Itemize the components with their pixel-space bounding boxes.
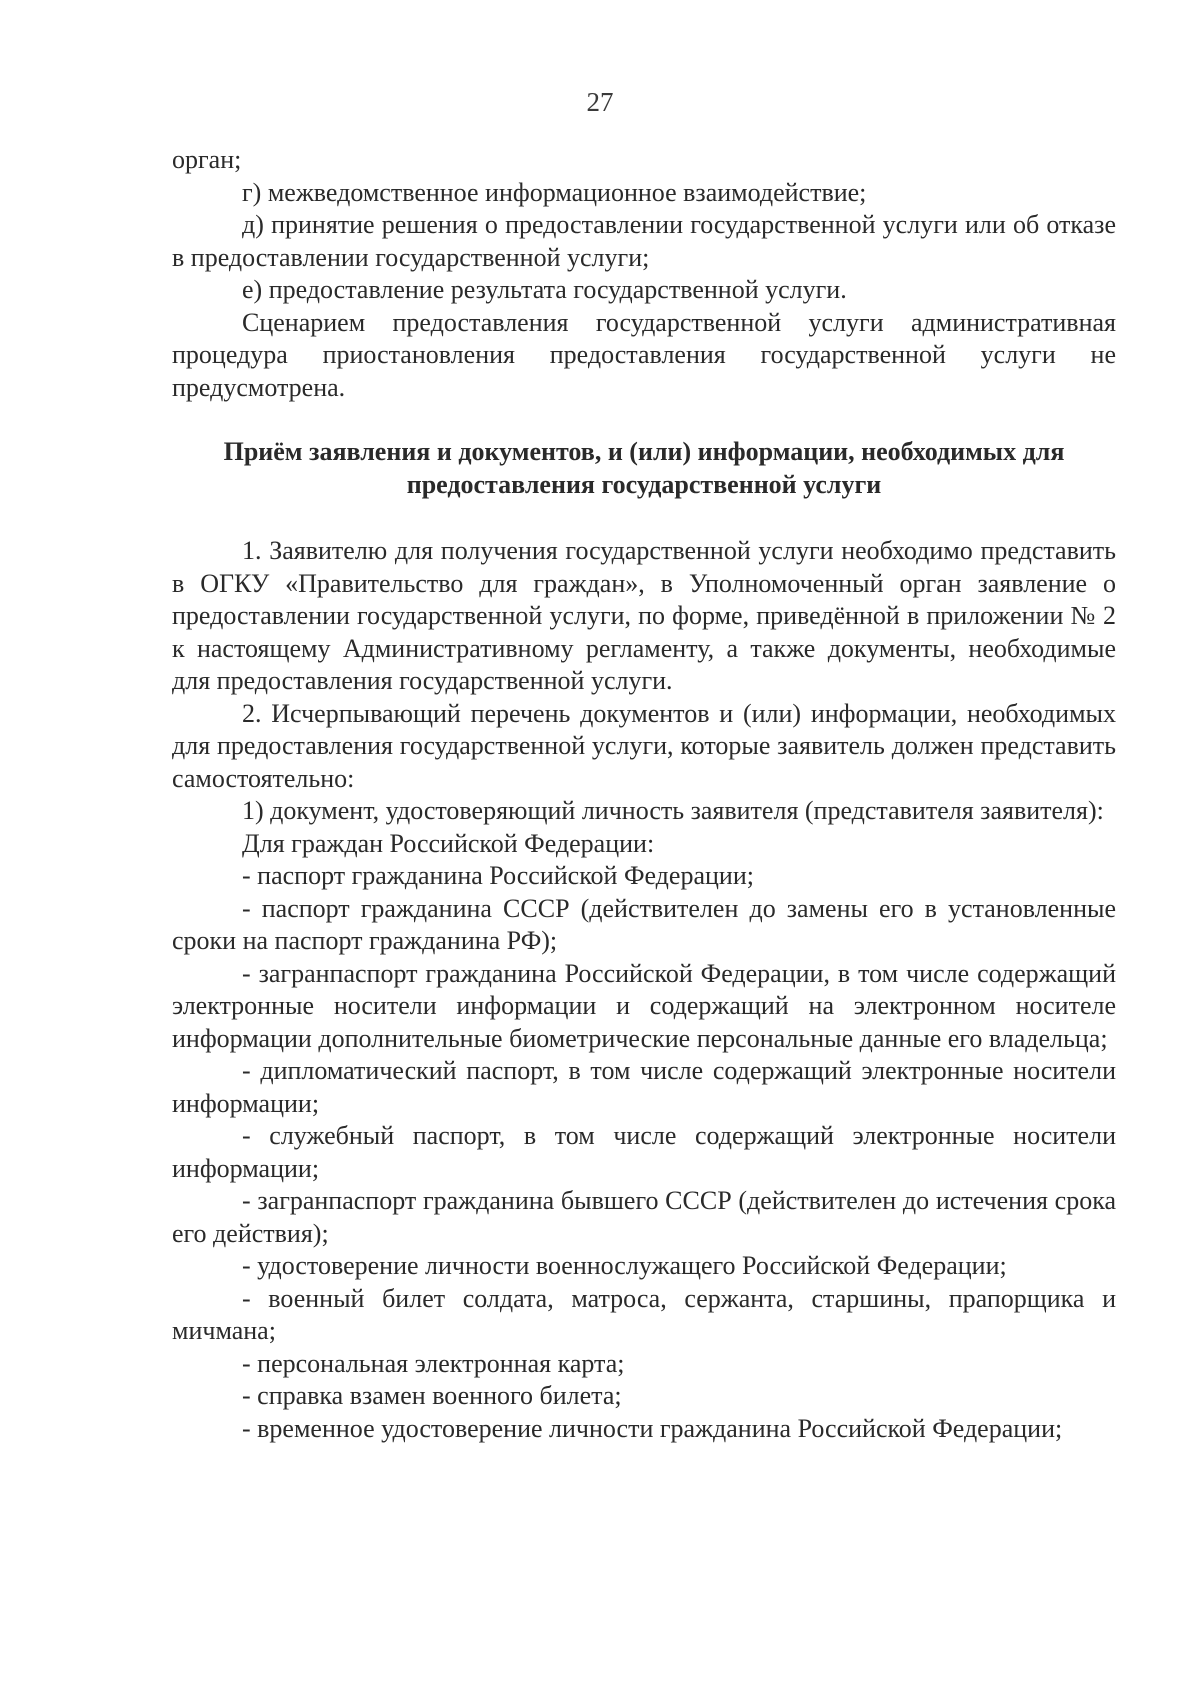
list-item: - загранпаспорт гражданина Российской Федерации, в том числе содержащий электронные носители информации и содержащий на электронном носителе информации дополнительные биометрические персональные данные его владельца; bbox=[172, 958, 1116, 1053]
page-number: 27 bbox=[586, 87, 614, 117]
list-item: - дипломатический паспорт, в том числе содержащий электронные носители информации; bbox=[172, 1056, 1116, 1118]
list-item: - персональная электронная карта; bbox=[242, 1348, 625, 1378]
list-item: - служебный паспорт, в том числе содержащий электронные носители информации; bbox=[172, 1121, 1116, 1183]
numbered-paragraph-2: 2. Исчерпывающий перечень документов и (или) информации, необходимых для предоставления государственной услуги, которые заявитель должен представить самостоятельно: bbox=[172, 698, 1116, 793]
list-item-e: е) предоставление результата государственной услуги. bbox=[242, 275, 847, 304]
paragraph: Для граждан Российской Федерации: bbox=[242, 828, 655, 858]
document-body bbox=[172, 144, 1116, 1445]
list-item-d: д) принятие решения о предоставлении государственной услуги или об отказе в предоставлении государственной услуги; bbox=[172, 210, 1116, 272]
paragraph: орган; bbox=[172, 145, 242, 174]
list-item: - временное удостоверение личности гражданина Российской Федерации; bbox=[242, 1413, 1063, 1443]
list-item: - удостоверение личности военнослужащего Российской Федерации; bbox=[242, 1251, 1007, 1280]
list-item: - паспорт гражданина СССР (действителен до замены его в установленные сроки на паспорт гражданина РФ); bbox=[172, 893, 1116, 955]
section-heading: Приём заявления и документов, и (или) информации, необходимых для предоставления государственной услуги bbox=[223, 437, 1065, 499]
list-item: - загранпаспорт гражданина бывшего СССР (действителен до истечения срока его действия); bbox=[172, 1186, 1116, 1248]
list-item: - военный билет солдата, матроса, сержанта, старшины, прапорщика и мичмана; bbox=[172, 1283, 1116, 1345]
list-item-g: г) межведомственное информационное взаимодействие; bbox=[242, 177, 867, 207]
list-item: - справка взамен военного билета; bbox=[242, 1381, 622, 1410]
numbered-paragraph-1: 1. Заявителю для получения государственной услуги необходимо представить в ОГКУ «Правительство для граждан», в Уполномоченный орган заявление о предоставлении государственной услуги, по форме, приведённой в приложении № 2 к настоящему Административному регламенту, а также документы, необходимые для предоставления государственной услуги. bbox=[172, 536, 1116, 695]
sub-item-1: 1) документ, удостоверяющий личность заявителя (представителя заявителя): bbox=[242, 796, 1104, 825]
list-item: - паспорт гражданина Российской Федерации; bbox=[242, 861, 754, 890]
paragraph: Сценарием предоставления государственной услуги административная процедура приостановления предоставления государственной услуги не предусмотрена. bbox=[172, 307, 1116, 402]
